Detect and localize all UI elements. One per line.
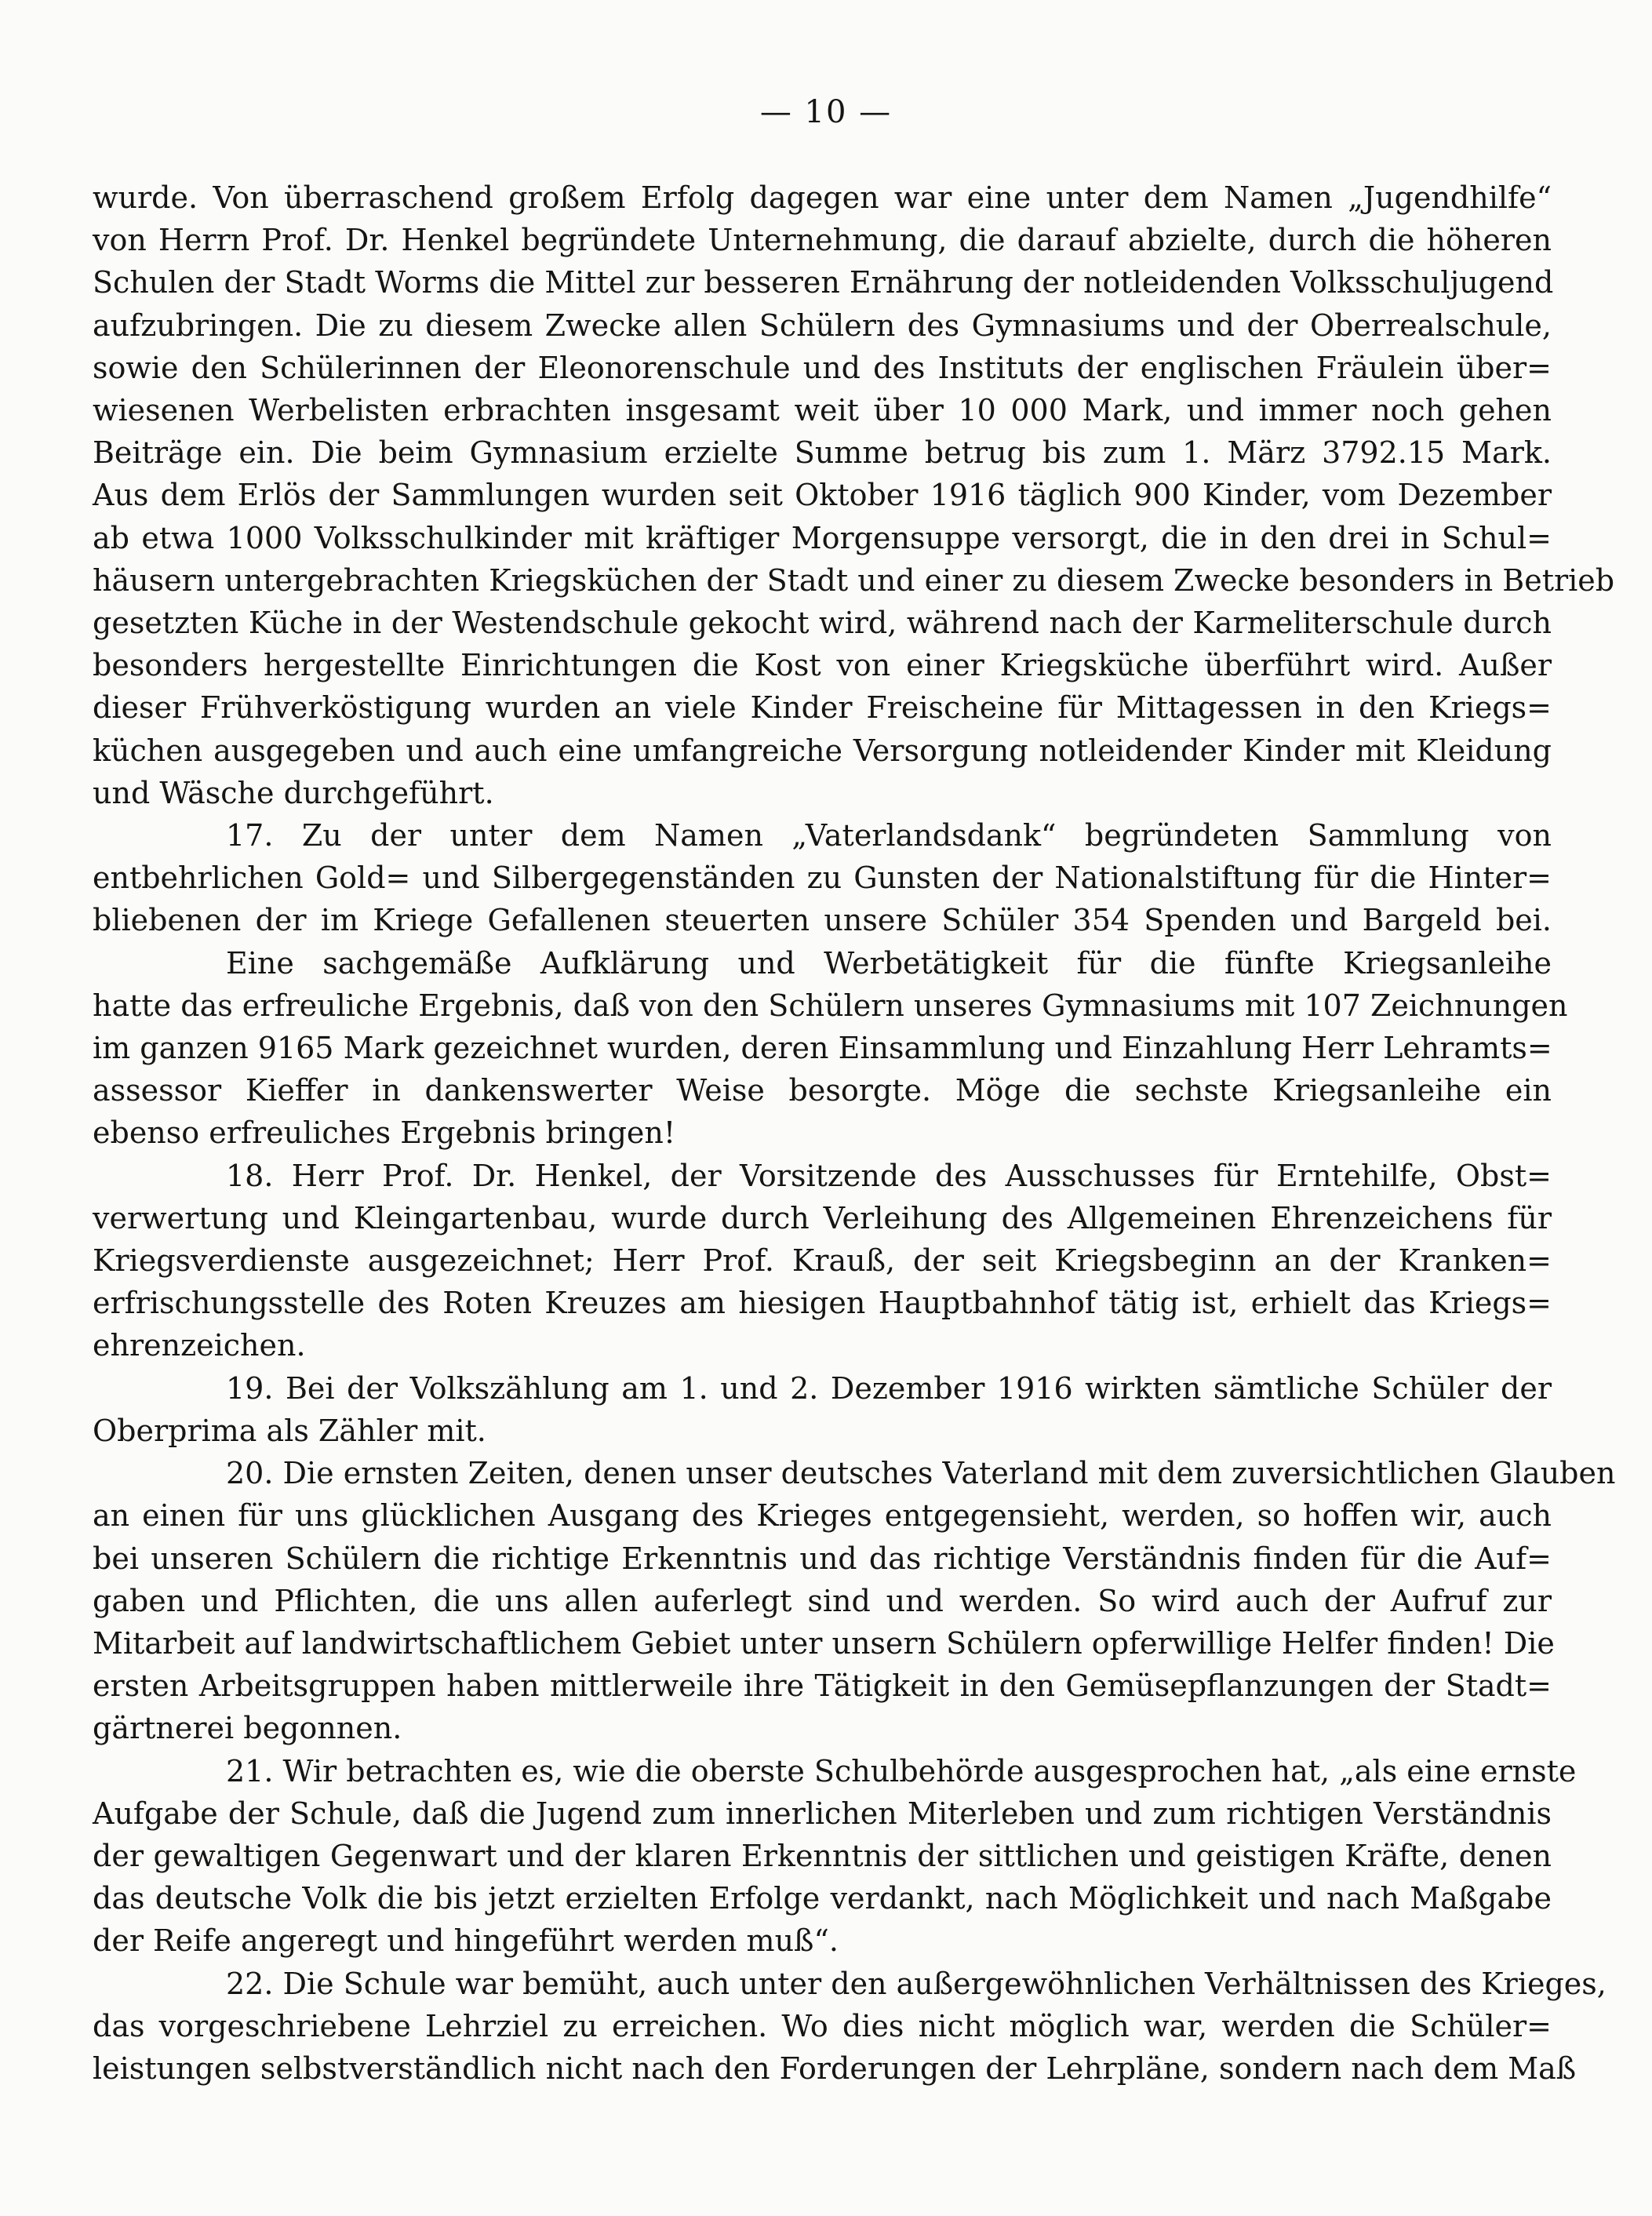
paragraph-22-start: 22. Die Schule war bemüht, auch unter den außergewöhnlichen Verhältnissen des Krieges, — [226, 1966, 1607, 2001]
text-line: bei unseren Schülern die richtige Erkenntnis und das richtige Verständnis finden für die Auf= — [93, 1541, 1552, 1576]
body-text — [93, 176, 1616, 2090]
text-line: häusern untergebrachten Kriegsküchen der Stadt und einer zu diesem Zwecke besonders in Betrieb — [93, 562, 1615, 598]
text-line: dieser Frühverköstigung wurden an viele Kinder Freischeine für Mittagessen in den Kriegs= — [93, 690, 1552, 726]
text-line: der Reife angeregt und hingeführt werden muß“. — [93, 1923, 839, 1959]
text-line: Eine sachgemäße Aufklärung und Werbetätigkeit für die fünfte Kriegsanleihe — [226, 945, 1552, 981]
text-line: hatte das erfreuliche Ergebnis, daß von den Schülern unseres Gymnasiums mit 107 Zeichnungen — [93, 988, 1568, 1023]
text-line: das vorgeschriebene Lehrziel zu erreichen. Wo dies nicht möglich war, werden die Schüler= — [93, 2008, 1552, 2043]
text-line: der gewaltigen Gegenwart und der klaren Erkenntnis der sittlichen und geistigen Kräfte, denen — [93, 1838, 1552, 1873]
text-line: bliebenen der im Kriege Gefallenen steuerten unsere Schüler 354 Spenden und Bargeld bei. — [93, 903, 1552, 938]
text-line: ebenso erfreuliches Ergebnis bringen! — [93, 1115, 676, 1151]
paragraph-21-start: 21. Wir betrachten es, wie die oberste Schulbehörde ausgesprochen hat, „als eine ernste — [226, 1753, 1577, 1788]
text-line: assessor Kieffer in dankenswerter Weise besorgte. Möge die sechste Kriegsanleihe ein — [93, 1073, 1552, 1108]
text-line: ehrenzeichen. — [93, 1328, 306, 1363]
paragraph-19-start: 19. Bei der Volkszählung am 1. und 2. Dezember 1916 wirkten sämtliche Schüler der — [226, 1370, 1552, 1406]
text-line: Aufgabe der Schule, daß die Jugend zum innerlichen Miterleben und zum richtigen Verständnis — [93, 1796, 1552, 1831]
text-line: das deutsche Volk die bis jetzt erzielten Erfolge verdankt, nach Möglichkeit und nach Maßgabe — [93, 1881, 1552, 1916]
text-line: wurde. Von überraschend großem Erfolg dagegen war eine unter dem Namen „Jugendhilfe“ — [93, 180, 1552, 215]
text-line: Mitarbeit auf landwirtschaftlichem Gebiet unter unsern Schülern opferwillige Helfer finden! Die — [93, 1625, 1555, 1661]
text-line: entbehrlichen Gold= und Silbergegenständen zu Gunsten der Nationalstiftung für die Hinter= — [93, 861, 1552, 896]
text-line: und Wäsche durchgeführt. — [93, 775, 494, 810]
text-line: an einen für uns glücklichen Ausgang des Krieges entgegensieht, werden, so hoffen wir, auch — [93, 1498, 1552, 1534]
text-line: ab etwa 1000 Volksschulkinder mit kräftiger Morgensuppe versorgt, die in den drei in Schul= — [93, 520, 1552, 555]
paragraph-20-start: 20. Die ernsten Zeiten, denen unser deutsches Vaterland mit dem zuversichtlichen Glauben — [226, 1456, 1616, 1491]
paragraph-17-start: 17. Zu der unter dem Namen „Vaterlandsdank“ begründeten Sammlung von — [226, 818, 1552, 853]
text-line: im ganzen 9165 Mark gezeichnet wurden, deren Einsammlung und Einzahlung Herr Lehramts= — [93, 1031, 1552, 1066]
text-line: gaben und Pflichten, die uns allen auferlegt sind und werden. So wird auch der Aufruf zur — [93, 1583, 1552, 1618]
text-line: ersten Arbeitsgruppen haben mittlerweile ihre Tätigkeit in den Gemüsepflanzungen der Stadt= — [93, 1668, 1552, 1704]
text-line: besonders hergestellte Einrichtungen die Kost von einer Kriegsküche überführt wird. Außer — [93, 648, 1552, 683]
text-line: wiesenen Werbelisten erbrachten insgesamt weit über 10 000 Mark, und immer noch gehen — [93, 393, 1552, 428]
text-line: küchen ausgegeben und auch eine umfangreiche Versorgung notleidender Kinder mit Kleidung — [93, 733, 1552, 768]
text-line: Oberprima als Zähler mit. — [93, 1413, 486, 1448]
text-line: gesetzten Küche in der Westendschule gekocht wird, während nach der Karmeliterschule durch — [93, 606, 1552, 641]
text-line: gärtnerei begonnen. — [93, 1711, 402, 1746]
text-line: erfrischungsstelle des Roten Kreuzes am hiesigen Hauptbahnhof tätig ist, erhielt das Kriegs= — [93, 1286, 1552, 1321]
paragraph-18-start: 18. Herr Prof. Dr. Henkel, der Vorsitzende des Ausschusses für Erntehilfe, Obst= — [226, 1158, 1552, 1193]
text-line: Beiträge ein. Die beim Gymnasium erzielte Summe betrug bis zum 1. März 3792.15 Mark. — [93, 435, 1552, 471]
text-line: Schulen der Stadt Worms die Mittel zur besseren Ernährung der notleidenden Volksschuljugend — [93, 265, 1554, 300]
text-line: Aus dem Erlös der Sammlungen wurden seit Oktober 1916 täglich 900 Kinder, vom Dezember — [93, 478, 1552, 513]
text-line: Kriegsverdienste ausgezeichnet; Herr Prof. Krauß, der seit Kriegsbeginn an der Kranken= — [93, 1243, 1552, 1279]
text-line: leistungen selbstverständlich nicht nach den Forderungen der Lehrpläne, sondern nach dem Maß — [93, 2050, 1577, 2086]
text-line: verwertung und Kleingartenbau, wurde durch Verleihung des Allgemeinen Ehrenzeichens für — [93, 1200, 1552, 1235]
text-line: von Herrn Prof. Dr. Henkel begründete Unternehmung, die darauf abzielte, durch die höheren — [93, 223, 1552, 258]
text-line: sowie den Schülerinnen der Eleonorenschule und des Instituts der englischen Fräulein über= — [93, 350, 1552, 385]
text-line: aufzubringen. Die zu diesem Zwecke allen Schülern des Gymnasiums und der Oberrealschule, — [93, 307, 1552, 343]
page-number: — 10 — — [759, 94, 893, 130]
